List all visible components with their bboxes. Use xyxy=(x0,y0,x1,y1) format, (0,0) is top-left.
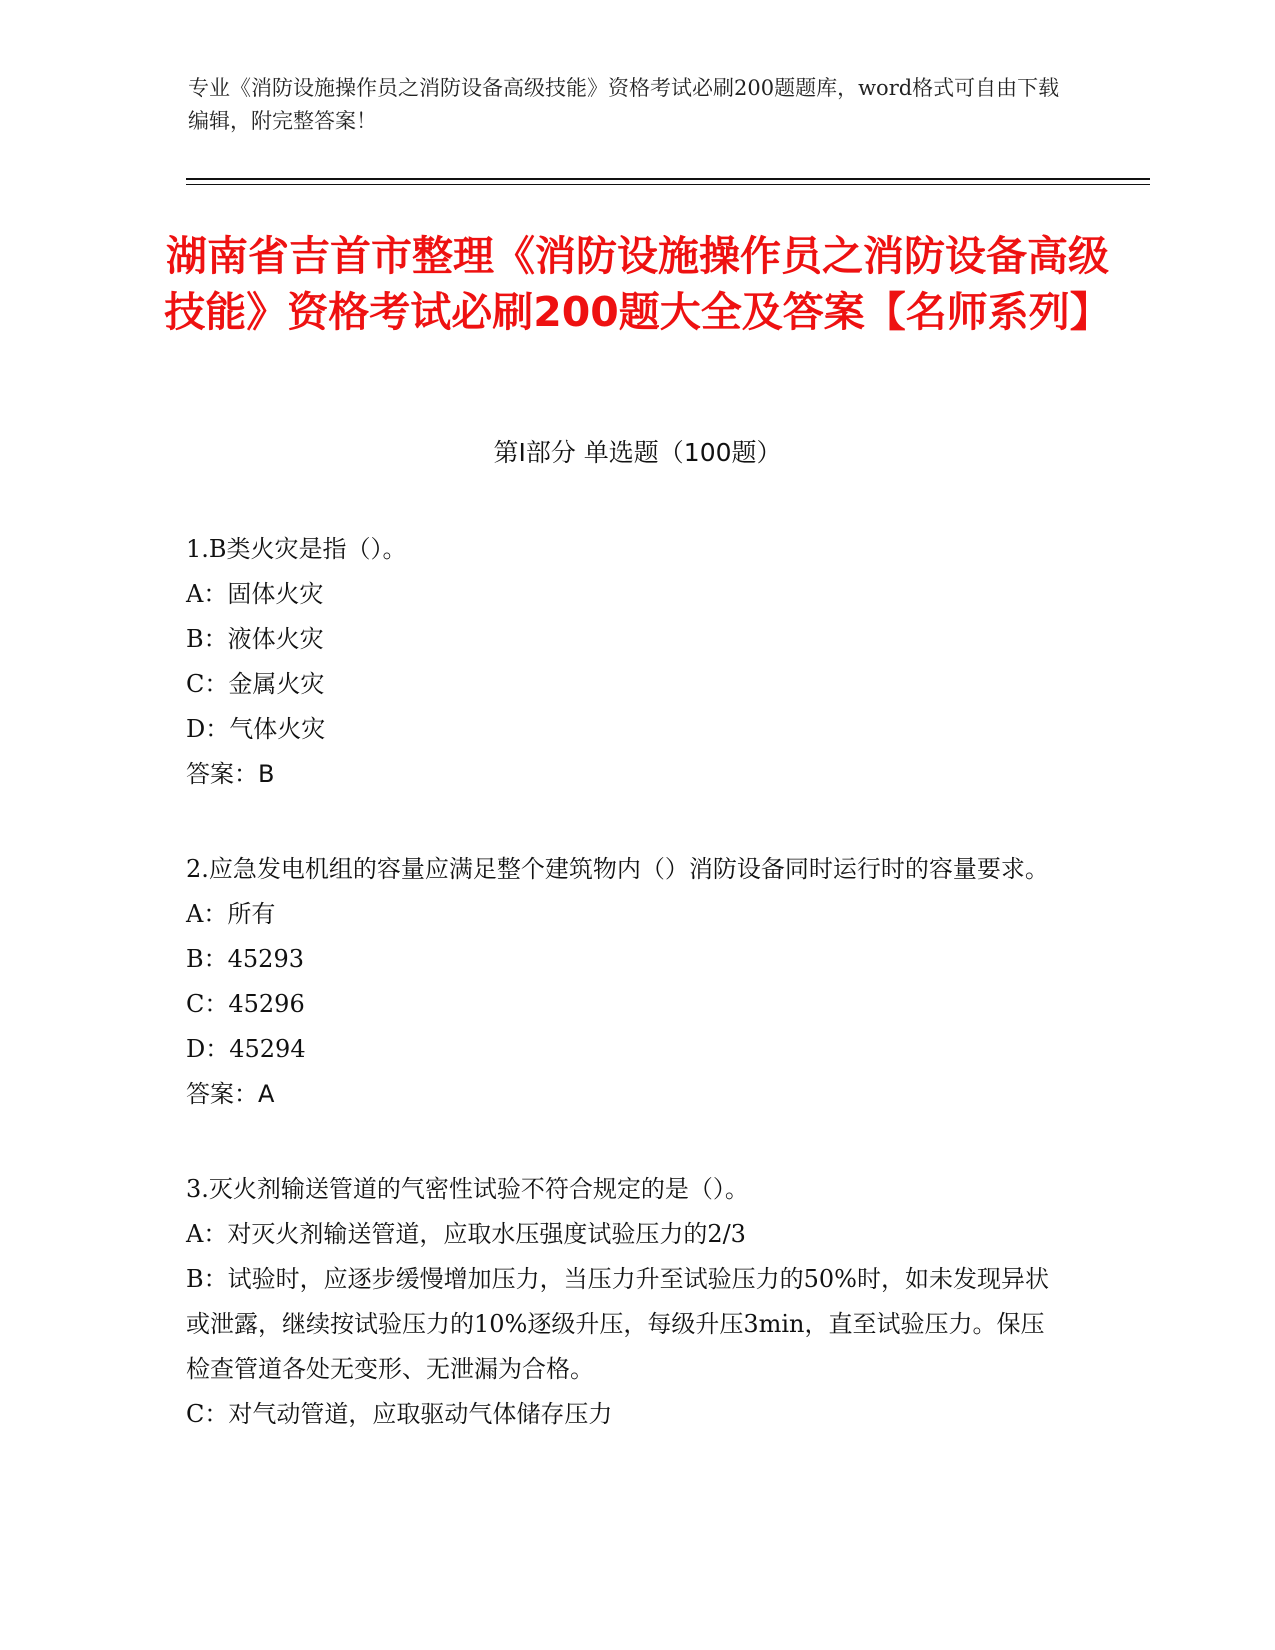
question-answer: 答案：B xyxy=(186,760,275,788)
question-answer: 答案：A xyxy=(186,1080,275,1108)
header-divider-thick xyxy=(186,178,1150,180)
question-option-c: C：金属火灾 xyxy=(186,670,325,698)
section-heading: 第Ⅰ部分 单选题（100题） xyxy=(493,438,782,467)
question-option-d: D：气体火灾 xyxy=(186,715,326,743)
question-option-a: A：固体火灾 xyxy=(186,580,324,608)
question-stem: 1.B类火灾是指（）。 xyxy=(186,535,407,563)
question-option-c: C：对气动管道，应取驱动气体储存压力 xyxy=(186,1400,613,1428)
question-option-a: A：所有 xyxy=(186,900,276,928)
question-option-b: B：45293 xyxy=(186,945,304,973)
question-1 xyxy=(186,527,1066,797)
header-divider-thin xyxy=(186,184,1150,185)
header-note: 专业《消防设施操作员之消防设备高级技能》资格考试必刷200题题库，word格式可自由下载编辑，附完整答案！ xyxy=(188,76,1060,133)
question-stem: 2.应急发电机组的容量应满足整个建筑物内（）消防设备同时运行时的容量要求。 xyxy=(186,855,1049,883)
question-option-a: A：对灭火剂输送管道，应取水压强度试验压力的2/3 xyxy=(186,1220,746,1248)
question-stem: 3.灭火剂输送管道的气密性试验不符合规定的是（）。 xyxy=(186,1175,749,1203)
question-option-c: C：45296 xyxy=(186,990,305,1018)
question-option-d: D：45294 xyxy=(186,1035,306,1063)
question-option-b: B：液体火灾 xyxy=(186,625,324,653)
question-3 xyxy=(186,1167,1066,1437)
question-2 xyxy=(186,847,1066,1117)
question-list xyxy=(186,527,1066,1487)
question-option-b: B：试验时，应逐步缓慢增加压力，当压力升至试验压力的50%时，如未发现异状或泄露，继续按试验压力的10%逐级升压，每级升压3min，直至试验压力。保压检查管道各处无变形、无泄漏为合格。 xyxy=(186,1265,1049,1383)
document-title: 湖南省吉首市整理《消防设施操作员之消防设备高级技能》资格考试必刷200题大全及答案【名师系列】 xyxy=(164,232,1111,336)
